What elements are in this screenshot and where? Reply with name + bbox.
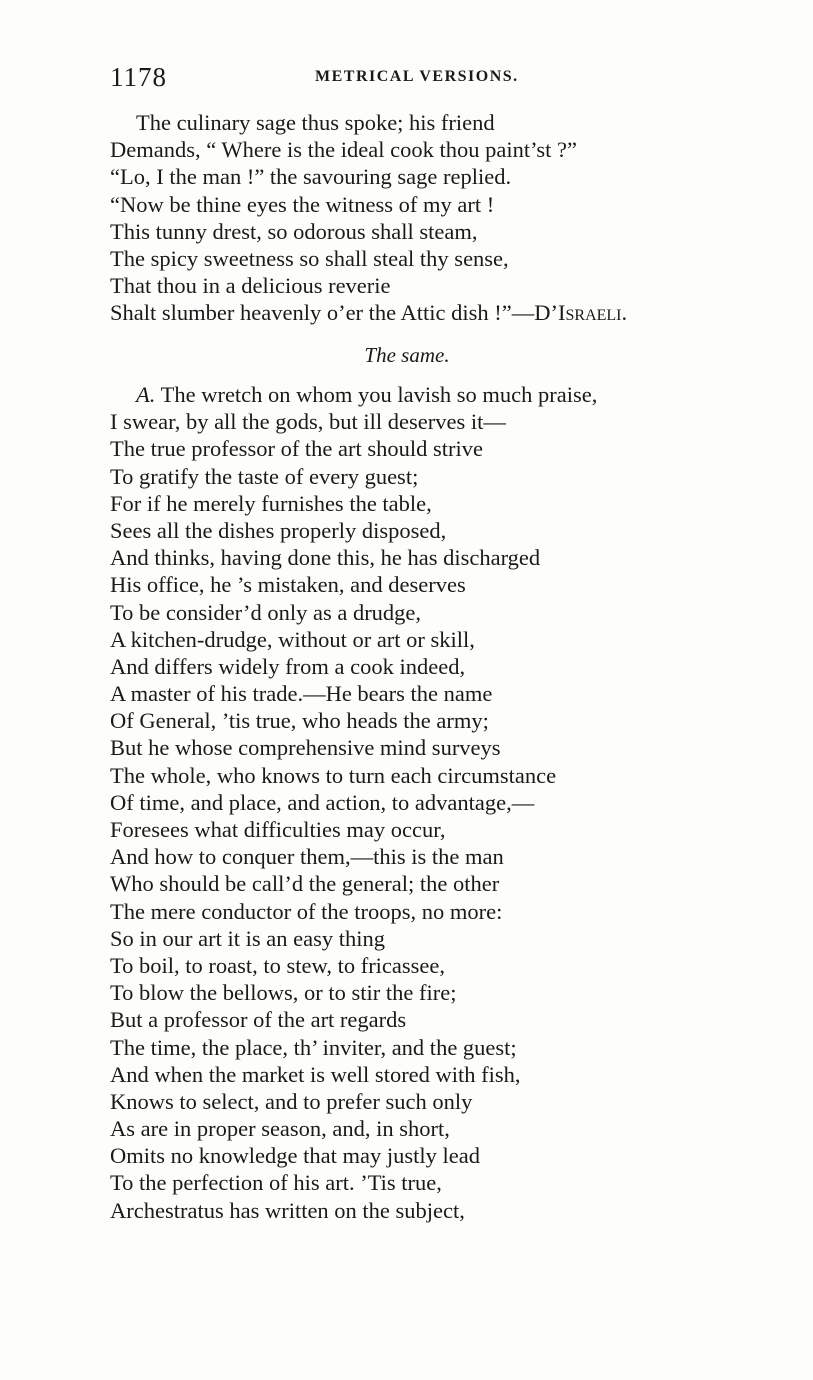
verse-text: The wretch on whom you lavish so much praise,	[155, 382, 598, 407]
page-number: 1178	[110, 62, 167, 92]
poem-first-passage	[110, 109, 760, 327]
attribution: D’Israeli.	[534, 300, 628, 326]
verse-line: The time, the place, th’ inviter, and the guest;	[110, 1034, 517, 1060]
verse-line: Foresees what difficulties may occur,	[110, 817, 446, 842]
verse-line: But a professor of the art regards	[110, 1007, 407, 1033]
verse-line: Of time, and place, and action, to advantage,—	[110, 789, 535, 815]
verse-line: That thou in a delicious reverie	[110, 273, 391, 299]
verse-line: I swear, by all the gods, but ill deserves it—	[110, 409, 506, 435]
verse-line: The spicy sweetness so shall steal thy sense,	[110, 245, 509, 271]
verse-line: To blow the bellows, or to stir the fire;	[110, 980, 457, 1006]
verse-line: The culinary sage thus spoke; his friend	[136, 110, 495, 135]
speaker-label: A.	[136, 382, 156, 407]
verse-line: Knows to select, and to prefer such only	[110, 1088, 473, 1114]
verse-line: The true professor of the art should strive	[110, 436, 484, 462]
verse-line: The mere conductor of the troops, no more:	[110, 898, 503, 924]
verse-line: To boil, to roast, to stew, to fricassee,	[110, 952, 446, 978]
verse-line: Archestratus has written on the subject,	[110, 1197, 465, 1223]
verse-text: Shalt slumber heavenly o’er the Attic dish !”—	[110, 300, 535, 326]
poem-second-passage	[110, 381, 760, 1224]
verse-line: Who should be call’d the general; the other	[110, 871, 500, 897]
verse-line: So in our art it is an easy thing	[110, 925, 385, 951]
verse-line: For if he merely furnishes the table,	[110, 490, 432, 516]
verse-line: Sees all the dishes properly disposed,	[110, 517, 447, 543]
verse-line: A kitchen-drudge, without or art or skill,	[110, 626, 475, 652]
verse-line: “Now be thine eyes the witness of my art !	[110, 191, 495, 217]
verse-line: Demands, “ Where is the ideal cook thou paint’st ?”	[110, 137, 577, 163]
verse-line: And how to conquer them,—this is the man	[110, 844, 504, 870]
verse-line: “Lo, I the man !” the savouring sage replied.	[110, 164, 512, 190]
running-title: METRICAL VERSIONS.	[315, 68, 519, 85]
verse-line: And differs widely from a cook indeed,	[110, 653, 466, 679]
section-subheading: The same.	[364, 343, 450, 367]
verse-line: A master of his trade.—He bears the name	[110, 681, 493, 707]
verse-line: This tunny drest, so odorous shall steam,	[110, 218, 478, 244]
verse-line-first	[110, 381, 760, 408]
verse-line: And when the market is well stored with fish,	[110, 1061, 521, 1087]
verse-line: His office, he ’s mistaken, and deserves	[110, 572, 466, 598]
verse-line: And thinks, having done this, he has discharged	[110, 545, 541, 571]
verse-line: To the perfection of his art. ’Tis true,	[110, 1170, 442, 1196]
verse-line: The whole, who knows to turn each circumstance	[110, 762, 557, 788]
page-header	[110, 62, 750, 96]
verse-line: But he whose comprehensive mind surveys	[110, 735, 501, 761]
verse-line: Omits no knowledge that may justly lead	[110, 1143, 480, 1169]
verse-line: Of General, ’tis true, who heads the army;	[110, 708, 489, 734]
verse-line-last	[110, 299, 760, 326]
verse-line: As are in proper season, and, in short,	[110, 1116, 450, 1142]
verse-line: To gratify the taste of every guest;	[110, 463, 419, 489]
verse-line: To be consider’d only as a drudge,	[110, 599, 422, 625]
